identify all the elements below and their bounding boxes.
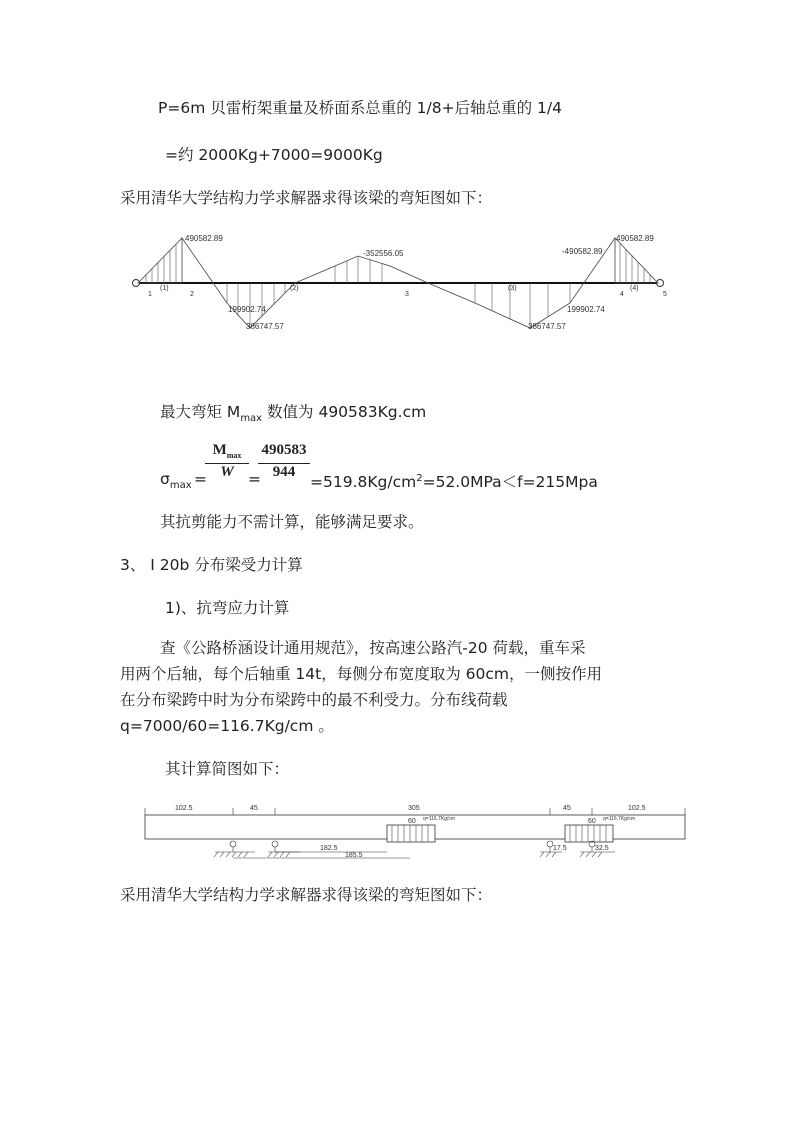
moment-diagram xyxy=(130,228,670,338)
fraction-values xyxy=(258,442,310,481)
node-label: 2 xyxy=(190,291,194,298)
dim-c: 17.5 xyxy=(553,845,567,852)
max-moment-sub: max xyxy=(240,413,263,425)
load-width-right: 60 xyxy=(588,818,596,825)
dim-label: 305 xyxy=(408,805,420,812)
moment-label-left-peak: 490582.89 xyxy=(185,234,223,243)
load-sketch xyxy=(140,800,690,875)
dim-label: 45 xyxy=(250,805,258,812)
node-label: 3 xyxy=(405,291,409,298)
subsection-heading: 1)、抗弯应力计算 xyxy=(165,599,290,617)
para-total-load: =约 2000Kg+7000=9000Kg xyxy=(165,146,383,164)
frac-num-value: 490583 xyxy=(261,442,307,458)
para-spec-line1: 查《公路桥涵设计通用规范》，按高速公路汽-20 荷载，重车采 xyxy=(160,639,586,657)
dim-d: 32.5 xyxy=(595,845,609,852)
para-solver-intro-2: 采用清华大学结构力学求解器求得该梁的弯矩图如下： xyxy=(120,886,493,904)
para-shear: 其抗剪能力不需计算，能够满足要求。 xyxy=(160,513,424,531)
load-label-left: q=116.7Kg/cm xyxy=(423,816,456,822)
para-spec-line4: q=7000/60=116.7Kg/cm 。 xyxy=(120,717,334,735)
element-label: (3) xyxy=(508,285,517,292)
para-spec-line3: 在分布梁跨中时为分布梁跨中的最不利受力。分布线荷载 xyxy=(120,691,508,709)
para-sketch-intro: 其计算简图如下： xyxy=(165,760,290,778)
node-label: 4 xyxy=(620,291,624,298)
fraction-mw xyxy=(205,442,249,481)
frac-num-m: M xyxy=(212,442,227,458)
moment-label-right-peak: 490582.89 xyxy=(616,234,654,243)
para-max-moment xyxy=(160,402,426,429)
moment-label-mid-peak: -352556.05 xyxy=(363,249,404,258)
formula-result: $=519.8Kg/cm^2=52.0MPa<f=215Mpa$ xyxy=(310,473,598,492)
support-1 xyxy=(214,841,255,857)
element-label: (1) xyxy=(160,285,169,292)
para-solver-intro: 采用清华大学结构力学求解器求得该梁的弯矩图如下： xyxy=(120,189,493,207)
stress-formula xyxy=(160,440,600,500)
dim-label: 102.5 xyxy=(175,805,193,812)
frac-den-value: 944 xyxy=(272,464,296,480)
formula-eq1: = xyxy=(194,470,207,488)
moment-label-right-sag-b: 386747.57 xyxy=(528,322,566,331)
frac-den-w: W xyxy=(220,464,234,480)
dim-a: 182.5 xyxy=(320,845,338,852)
support-2 xyxy=(268,841,300,857)
section-heading-3: 3、 I 20b 分布梁受力计算 xyxy=(120,556,303,574)
formula-eq2: = xyxy=(248,470,261,488)
moment-label-left-sag-b: 386747.57 xyxy=(246,322,284,331)
element-label: (4) xyxy=(630,285,639,292)
node-label: 1 xyxy=(148,291,152,298)
para-p-load: P=6m 贝雷桁架重量及桥面系总重的 1/8+后轴总重的 1/4 xyxy=(158,99,562,117)
sigma-symbol: $\sigma_{max}$ xyxy=(160,470,192,492)
para-spec-line2: 用两个后轴，每个后轴重 14t，每侧分布宽度取为 60cm，一侧按作用 xyxy=(120,665,603,683)
moment-label-right-peak-neg: -490582.89 xyxy=(562,247,603,256)
dim-b: 185.5 xyxy=(345,852,363,859)
max-moment-prefix: 最大弯矩 M xyxy=(160,403,241,421)
element-label: (2) xyxy=(290,285,299,292)
moment-label-left-sag-a: 199902.74 xyxy=(228,305,266,314)
load-width-left: 60 xyxy=(408,818,416,825)
dim-label: 45 xyxy=(563,805,571,812)
max-moment-value: 数值为 490583Kg.cm xyxy=(262,403,427,421)
dim-label: 102.5 xyxy=(628,805,646,812)
node-label: 5 xyxy=(663,291,667,298)
load-label-right: q=116.7Kg/cm xyxy=(603,816,636,822)
moment-label-right-sag-a: 199902.74 xyxy=(567,305,605,314)
frac-num-sub: max xyxy=(226,451,242,460)
